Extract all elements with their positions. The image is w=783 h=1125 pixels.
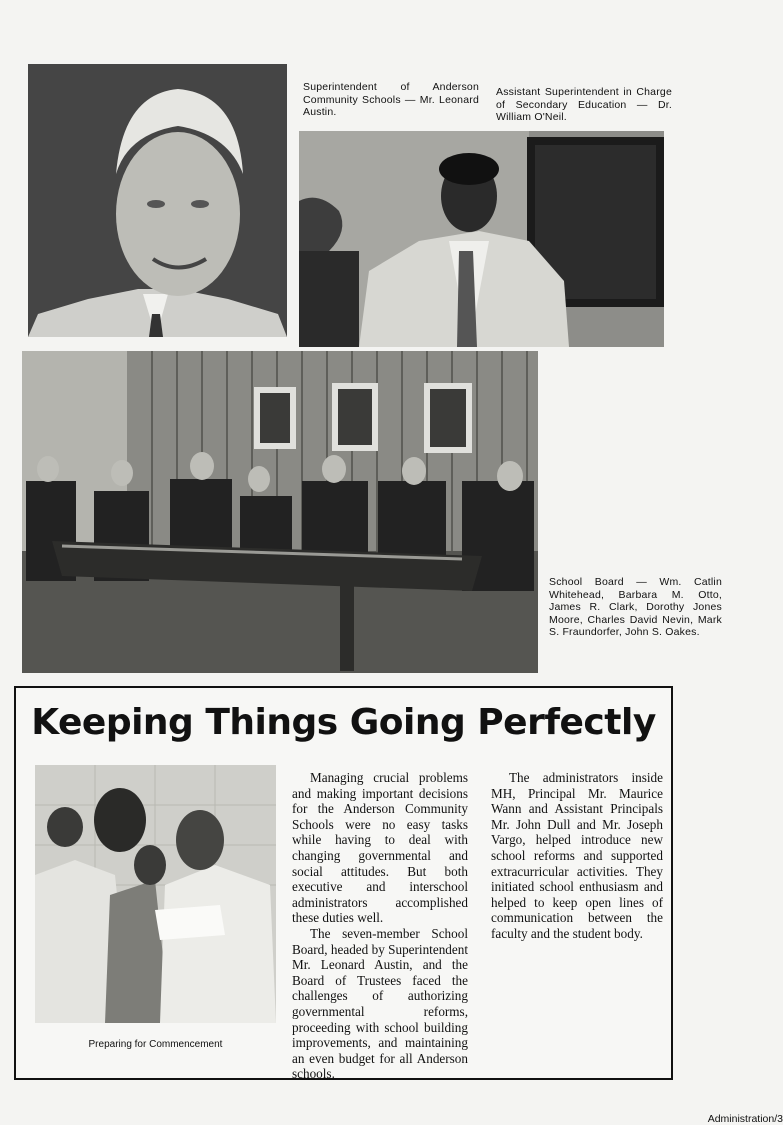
caption-superintendent: Superintendent of Anderson Community Schools — Mr. Leonard Austin. bbox=[303, 81, 479, 118]
story-column-1 bbox=[292, 770, 468, 1082]
photo-school-board bbox=[22, 351, 538, 673]
photo-commencement bbox=[35, 765, 276, 1023]
story-column-2 bbox=[491, 770, 663, 942]
caption-assistant-superintendent: Assistant Superintendent in Charge of Secondary Education — Dr. William O'Neil. bbox=[496, 86, 672, 123]
photo-caption: Preparing for Commencement bbox=[88, 1039, 223, 1050]
story-box bbox=[14, 686, 673, 1080]
paragraph-2: The seven-member School Board, headed by Superintendent Mr. Leonard Austin, and the Board of Trustees faced the challenges of authorizing governmental reforms, proceeding with school building improvements, and maintaining an even budget for all Anderson schools. bbox=[292, 925, 468, 1082]
paragraph-3: The administrators inside MH, Principal Mr. Maurice Wann and Assistant Principals Mr. John Dull and Mr. Joseph Vargo, helped introduce new school reforms and supported extracurricular activities. They initiated school enthusiasm and helped to keep open lines of communication between the faculty and the student body. bbox=[491, 770, 663, 941]
page-folio: Administration/3 bbox=[707, 1113, 783, 1125]
paragraph-1: Managing crucial problems and making important decisions for the Anderson Community Schools were no easy tasks while having to deal with changing governmental and social attitudes. But both executive and interschool administrators accomplished these duties well. bbox=[292, 770, 468, 926]
photo-assistant-superintendent bbox=[299, 131, 664, 347]
headline: Keeping Things Going Perfectly bbox=[31, 702, 656, 743]
caption-school-board: School Board — Wm. Catlin Whitehead, Barbara M. Otto, James R. Clark, Dorothy Jones Moore, Charles David Nevin, Mark S. Fraundorfer, John S. Oakes. bbox=[549, 576, 722, 638]
photo-superintendent bbox=[28, 64, 287, 337]
